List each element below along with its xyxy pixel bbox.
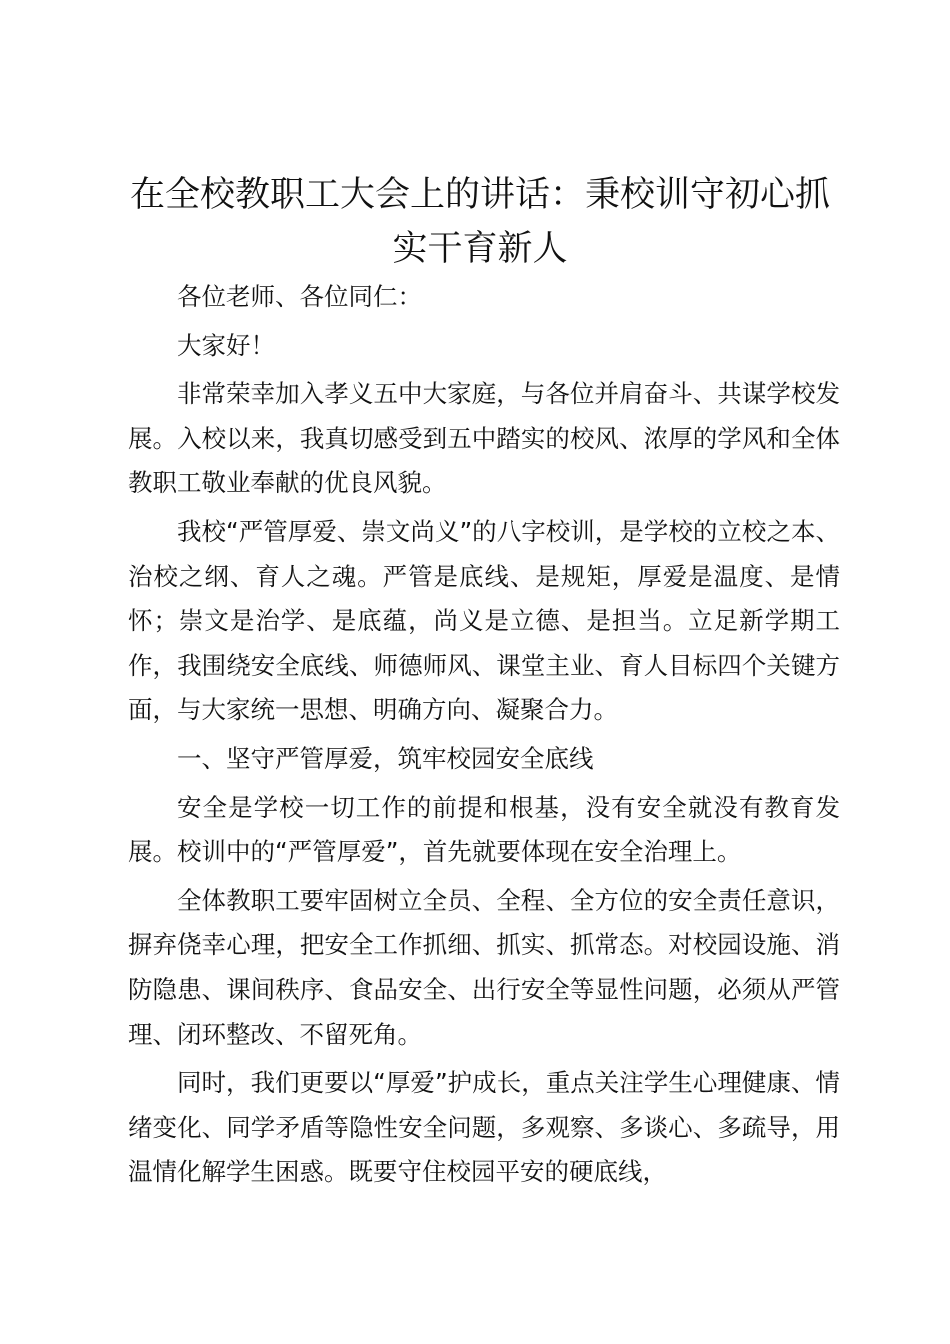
paragraph: 全体教职工要牢固树立全员、全程、全方位的安全责任意识，摒弃侥幸心理，把安全工作抓细、抓实、抓常态。对校园设施、消防隐患、课间秩序、食品安全、出行安全等显性问题，必须从严管理、闭环整改、不留死角。 — [128, 885, 840, 1049]
paragraph: 非常荣幸加入孝义五中大家庭，与各位并肩奋斗、共谋学校发展。入校以来，我真切感受到五中踏实的校风、浓厚的学风和全体教职工敬业奉献的优良风貌。 — [128, 379, 840, 498]
paragraph-salutation: 各位老师、各位同仁： — [177, 282, 422, 311]
paragraph-greeting: 大家好！ — [177, 330, 275, 360]
paragraph: 安全是学校一切工作的前提和根基，没有安全就没有教育发展。校训中的“严管厚爱”，首先就要体现在安全治理上。 — [128, 792, 840, 867]
paragraph: 我校“严管厚爱、崇文尚义”的八字校训，是学校的立校之本、治校之纲、育人之魂。严管是底线、是规矩，厚爱是温度、是情怀；崇文是治学、是底蕴，尚义是立德、是担当。立足新学期工作，我围绕安全底线、师德师风、课堂主业、育人目标四个关键方面，与大家统一思想、明确方向、凝聚合力。 — [128, 516, 840, 725]
document-body — [128, 275, 840, 1199]
section-heading: 一、坚守严管厚爱，筑牢校园安全底线 — [177, 743, 594, 773]
document-title: 在全校教职工大会上的讲话：秉校训守初心抓实干育新人 — [129, 175, 830, 269]
paragraph: 同时，我们更要以“厚爱”护成长，重点关注学生心理健康、情绪变化、同学矛盾等隐性安全问题，多观察、多谈心、多疏导，用温情化解学生困惑。既要守住校园平安的硬底线， — [128, 1068, 840, 1187]
